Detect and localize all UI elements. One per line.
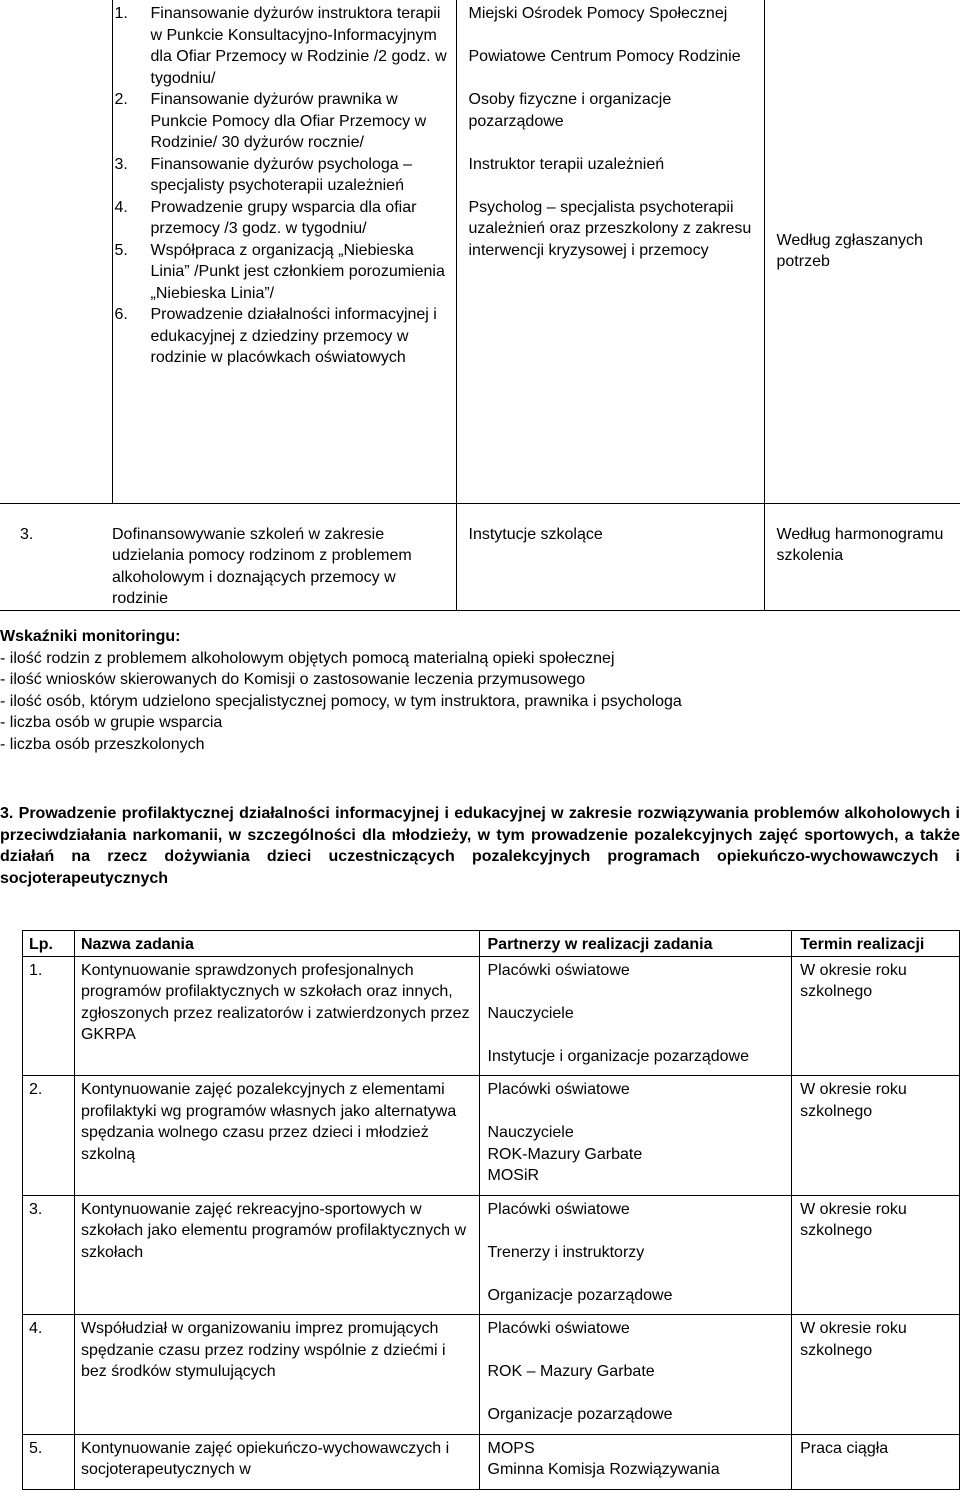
header-term: Termin realizacji xyxy=(792,931,960,957)
partner-list xyxy=(469,3,758,261)
partner-item: ROK-Mazury Garbate xyxy=(487,1145,643,1163)
partner-spacer xyxy=(488,1101,788,1123)
task-list-item xyxy=(115,89,452,154)
partner-spacer xyxy=(488,1263,788,1285)
task-number: 4. xyxy=(114,198,128,216)
row-number: 3. xyxy=(23,1195,75,1315)
partner-item: Nauczyciele xyxy=(487,1004,574,1022)
partner-spacer xyxy=(488,1220,788,1242)
partner-spacer xyxy=(488,1383,788,1405)
task-number: 5. xyxy=(114,241,128,259)
partner-item: Organizacje pozarządowe xyxy=(487,1406,673,1423)
row-number: 1. xyxy=(23,956,75,1076)
partner-spacer xyxy=(488,981,788,1003)
partner-text: Instytucje szkolące xyxy=(468,525,603,543)
partner-item: Placówki oświatowe xyxy=(487,1320,630,1337)
table1-row-1 xyxy=(0,0,960,503)
header-partners: Partnerzy w realizacji zadania xyxy=(479,931,792,957)
monitoring-item: - ilość osób, którym udzielono specjalistycznej pomocy, w tym instruktora, prawnika i psychologa xyxy=(0,692,682,710)
partner-item: Organizacje pozarządowe xyxy=(487,1286,673,1304)
task-text: Współpraca z organizacją „Niebieska Linia” /Punkt jest członkiem porozumienia „Niebieska Linia”/ xyxy=(150,241,445,302)
task-text: Finansowanie dyżurów instruktora terapii w Punkcie Konsultacyjno-Informacyjnym dla Ofiar Przemocy w Rodzinie /2 godz. w tygodniu/ xyxy=(150,5,447,87)
task-name: Współudział w organizowaniu imprez promujących spędzanie czasu przez rodziny wspólnie z dziećmi i bez środków stymulujących xyxy=(74,1315,479,1435)
task-list-item xyxy=(115,197,452,240)
partners-cell xyxy=(479,1195,792,1315)
row-number: 2. xyxy=(23,1076,75,1196)
table1-row2-task-cell xyxy=(112,503,456,610)
table-row xyxy=(23,1315,960,1435)
header-task-name: Nazwa zadania xyxy=(74,931,479,957)
task-list xyxy=(115,3,452,369)
task-text: Finansowanie dyżurów psychologa – specjalisty psychoterapii uzależnień xyxy=(150,155,412,194)
partner-item: Placówki oświatowe xyxy=(487,1081,630,1098)
task-text: Dofinansowywanie szkoleń w zakresie udzielania pomocy rodzinom z problemem alkoholowym i doznających przemocy w rodzinie xyxy=(112,525,412,607)
table1-row1-num-cell xyxy=(0,0,112,503)
program-table-1 xyxy=(0,0,960,611)
table1-row1-task-cell xyxy=(112,0,456,503)
term-cell: W okresie roku szkolnego xyxy=(792,1315,960,1435)
term-text: Według harmonogramu szkolenia xyxy=(776,525,944,564)
partner-item: Instytucje i organizacje pozarządowe xyxy=(487,1047,749,1065)
monitoring-title: Wskaźniki monitoringu: xyxy=(0,628,181,645)
partner-spacer xyxy=(488,1024,788,1046)
task-number: 2. xyxy=(114,91,128,108)
row-number: 4. xyxy=(23,1315,75,1435)
partner-item: Powiatowe Centrum Pomocy Rodzinie xyxy=(468,48,741,65)
task-list-item xyxy=(115,3,452,89)
term-cell: W okresie roku szkolnego xyxy=(792,1195,960,1315)
partner-item: Miejski Ośrodek Pomocy Społecznej xyxy=(468,5,728,22)
partner-item: Instruktor terapii uzależnień xyxy=(468,155,665,173)
table1-row1-term-cell xyxy=(764,0,960,503)
monitoring-section xyxy=(0,626,960,755)
header-lp: Lp. xyxy=(23,931,75,957)
partners-cell xyxy=(479,1434,792,1489)
partner-item: MOSiR xyxy=(487,1167,540,1184)
table-row xyxy=(23,956,960,1076)
table1-row2-num-cell xyxy=(0,503,112,610)
partner-item: Nauczyciele xyxy=(487,1124,574,1141)
table1-row1-partners-cell xyxy=(456,0,764,503)
task-text: Prowadzenie grupy wsparcia dla ofiar przemocy /3 godz. w tygodniu/ xyxy=(150,198,417,237)
row-number: 3. xyxy=(20,525,34,543)
term-cell: Praca ciągła xyxy=(792,1434,960,1489)
partner-item: MOPS xyxy=(487,1439,535,1457)
partner-item: Osoby fizyczne i organizacje pozarządowe xyxy=(468,91,672,130)
table2-body xyxy=(23,956,960,1489)
program-table-2 xyxy=(22,930,960,1490)
table-row xyxy=(23,1434,960,1489)
partner-item: Psycholog – specjalista psychoterapii uzależnień oraz przeszkolony z zakresu interwencji kryzysowej i przemocy xyxy=(468,198,752,259)
row-number: 5. xyxy=(23,1434,75,1489)
partner-item: Placówki oświatowe xyxy=(487,1200,630,1218)
table-row xyxy=(23,1195,960,1315)
partner-item: Gminna Komisja Rozwiązywania xyxy=(487,1461,720,1478)
table1-row2-term-cell xyxy=(764,503,960,610)
table-row xyxy=(23,1076,960,1196)
partner-item: ROK – Mazury Garbate xyxy=(487,1363,655,1380)
partners-cell xyxy=(479,956,792,1076)
term-cell: W okresie roku szkolnego xyxy=(792,1076,960,1196)
partner-item: Placówki oświatowe xyxy=(487,961,630,979)
partner-spacer xyxy=(488,1340,788,1362)
monitoring-item: - liczba osób przeszkolonych xyxy=(0,735,205,753)
table1-row2-partners-cell xyxy=(456,503,764,610)
task-name: Kontynuowanie zajęć rekreacyjno-sportowych w szkołach jako elementu programów profilaktycznych w szkołach xyxy=(74,1195,479,1315)
task-name: Kontynuowanie zajęć pozalekcyjnych z elementami profilaktyki wg programów własnych jako alternatywa spędzania wolnego czasu przez dzieci i młodzież szkolną xyxy=(74,1076,479,1196)
task-list-item xyxy=(115,304,452,369)
term-text: Według zgłaszanych potrzeb xyxy=(776,231,923,271)
table2-header-row xyxy=(23,931,960,957)
monitoring-list xyxy=(0,648,960,756)
task-text: Prowadzenie działalności informacyjnej i edukacyjnej z dziedziny przemocy w rodzinie w placówkach oświatowych xyxy=(150,306,437,366)
task-number: 3. xyxy=(114,155,128,173)
monitoring-item: - ilość rodzin z problemem alkoholowym objętych pomocą materialną opieki społecznej xyxy=(0,649,615,667)
partners-cell xyxy=(479,1076,792,1196)
table1-row-2 xyxy=(0,503,960,610)
task-name: Kontynuowanie sprawdzonych profesjonalnych programów profilaktycznych w szkołach oraz innych, zgłoszonych przez realizatorów i zatwierdzonych przez GKRPA xyxy=(74,956,479,1076)
task-number: 6. xyxy=(114,306,128,323)
partners-cell xyxy=(479,1315,792,1435)
partner-item: Trenerzy i instruktorzy xyxy=(487,1243,645,1261)
term-cell: W okresie roku szkolnego xyxy=(792,956,960,1076)
task-name: Kontynuowanie zajęć opiekuńczo-wychowawczych i socjoterapeutycznych w xyxy=(74,1434,479,1489)
monitoring-item: - ilość wniosków skierowanych do Komisji o zastosowanie leczenia przymusowego xyxy=(0,671,586,688)
monitoring-item: - liczba osób w grupie wsparcia xyxy=(0,714,223,731)
task-list-item xyxy=(115,240,452,305)
task-list-item xyxy=(115,154,452,197)
section-3-heading: 3. Prowadzenie profilaktycznej działalności informacyjnej i edukacyjnej w zakresie rozwiązywania problemów alkoholowych i przeciwdziałania narkomanii, w szczególności dla młodzieży, w tym prowadzenie pozalekcyjnych zajęć sportowych, a także działań na rzecz dożywiania dzieci uczestniczących pozalekcyjnych programach opiekuńczo-wychowawczych i socjoterapeutycznych xyxy=(0,805,960,887)
task-text: Finansowanie dyżurów prawnika w Punkcie Pomocy dla Ofiar Przemocy w Rodzinie/ 30 dyżurów rocznie/ xyxy=(150,91,427,151)
task-number: 1. xyxy=(114,5,128,22)
